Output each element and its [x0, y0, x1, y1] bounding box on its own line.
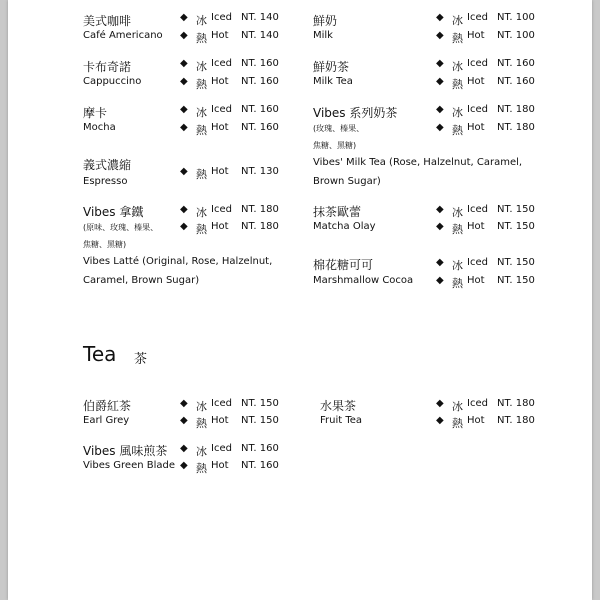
temp-zh: 熱	[452, 277, 463, 290]
item-flavor-note: 焦糖、黑糖)	[83, 240, 127, 249]
price: NT. 160	[497, 58, 535, 69]
item-name-en: Vibes Green Blade	[83, 460, 176, 471]
temp-en: Iced	[211, 204, 232, 215]
item-name-zh: 鮮奶	[313, 14, 338, 28]
price: NT. 160	[497, 76, 535, 87]
price: NT. 160	[241, 58, 279, 69]
diamond-bullet-icon: ◆	[180, 443, 188, 454]
item-name-zh: 卡布奇諾	[83, 60, 132, 74]
price: NT. 180	[241, 204, 279, 215]
temp-zh: 熱	[196, 32, 207, 45]
diamond-bullet-icon: ◆	[436, 104, 444, 115]
temp-zh: 冰	[452, 106, 463, 119]
temp-zh: 冰	[196, 206, 207, 219]
price: NT. 180	[241, 221, 279, 232]
diamond-bullet-icon: ◆	[436, 221, 444, 232]
diamond-bullet-icon: ◆	[436, 122, 444, 133]
item-description: Vibes Latté (Original, Rose, Halzelnut, Caramel, Brown Sugar)	[83, 256, 273, 286]
item-name-zh: Vibes 風味煎茶	[83, 444, 168, 458]
temp-en: Hot	[211, 166, 229, 177]
temp-zh: 冰	[196, 445, 207, 458]
diamond-bullet-icon: ◆	[180, 30, 188, 41]
item-name-en: Café Americano	[83, 30, 163, 41]
temp-en: Iced	[467, 257, 488, 268]
temp-en: Hot	[467, 122, 485, 133]
section-title-zh: 茶	[134, 352, 148, 367]
temp-zh: 冰	[452, 60, 463, 73]
item-name-zh: 水果茶	[320, 399, 357, 413]
diamond-bullet-icon: ◆	[436, 275, 444, 286]
item-name-zh: 摩卡	[83, 106, 108, 120]
item-name-zh: Vibes 拿鐵	[83, 205, 144, 219]
item-name-en: Milk	[313, 30, 333, 41]
temp-zh: 冰	[452, 14, 463, 27]
section-title: Tea	[83, 342, 117, 366]
item-name-zh: Vibes 系列奶茶	[313, 106, 398, 120]
price: NT. 150	[241, 415, 279, 426]
price: NT. 180	[497, 415, 535, 426]
temp-en: Iced	[211, 12, 232, 23]
item-name-en: Mocha	[83, 122, 116, 133]
item-name-zh: 鮮奶茶	[313, 60, 350, 74]
temp-en: Iced	[211, 104, 232, 115]
item-flavor-note: 焦糖、黑糖)	[313, 141, 357, 150]
price: NT. 180	[497, 398, 535, 409]
price: NT. 100	[497, 12, 535, 23]
temp-en: Iced	[467, 398, 488, 409]
item-name-en: Cappuccino	[83, 76, 142, 87]
price: NT. 130	[241, 166, 279, 177]
diamond-bullet-icon: ◆	[180, 221, 188, 232]
price: NT. 150	[497, 275, 535, 286]
item-name-zh: 義式濃縮	[83, 158, 132, 172]
temp-zh: 熱	[452, 223, 463, 236]
diamond-bullet-icon: ◆	[180, 12, 188, 23]
price: NT. 150	[241, 398, 279, 409]
price: NT. 150	[497, 221, 535, 232]
temp-en: Iced	[467, 104, 488, 115]
item-flavor-note: (原味、玫瑰、榛果、	[83, 223, 159, 232]
diamond-bullet-icon: ◆	[436, 30, 444, 41]
menu-page	[8, 0, 592, 600]
temp-zh: 熱	[452, 32, 463, 45]
price: NT. 160	[241, 76, 279, 87]
price: NT. 140	[241, 12, 279, 23]
temp-zh: 熱	[196, 223, 207, 236]
diamond-bullet-icon: ◆	[180, 58, 188, 69]
diamond-bullet-icon: ◆	[436, 12, 444, 23]
price: NT. 180	[497, 122, 535, 133]
diamond-bullet-icon: ◆	[180, 460, 188, 471]
price: NT. 180	[497, 104, 535, 115]
temp-zh: 冰	[452, 259, 463, 272]
temp-en: Hot	[467, 415, 485, 426]
temp-zh: 熱	[196, 78, 207, 91]
temp-zh: 熱	[452, 417, 463, 430]
temp-en: Hot	[211, 122, 229, 133]
item-name-en: Milk Tea	[313, 76, 353, 87]
diamond-bullet-icon: ◆	[180, 415, 188, 426]
price: NT. 160	[241, 443, 279, 454]
price: NT. 140	[241, 30, 279, 41]
price: NT. 150	[497, 204, 535, 215]
diamond-bullet-icon: ◆	[180, 166, 188, 177]
diamond-bullet-icon: ◆	[180, 398, 188, 409]
temp-en: Hot	[211, 460, 229, 471]
diamond-bullet-icon: ◆	[436, 76, 444, 87]
diamond-bullet-icon: ◆	[180, 76, 188, 87]
item-name-en: Matcha Olay	[313, 221, 376, 232]
temp-zh: 冰	[196, 14, 207, 27]
temp-zh: 熱	[452, 78, 463, 91]
price: NT. 160	[241, 104, 279, 115]
diamond-bullet-icon: ◆	[436, 204, 444, 215]
temp-zh: 熱	[196, 124, 207, 137]
temp-en: Hot	[211, 76, 229, 87]
temp-zh: 熱	[196, 168, 207, 181]
temp-zh: 冰	[452, 400, 463, 413]
temp-en: Hot	[467, 221, 485, 232]
diamond-bullet-icon: ◆	[436, 398, 444, 409]
temp-en: Iced	[211, 58, 232, 69]
diamond-bullet-icon: ◆	[180, 104, 188, 115]
item-name-en: Espresso	[83, 176, 128, 187]
diamond-bullet-icon: ◆	[436, 58, 444, 69]
price: NT. 150	[497, 257, 535, 268]
temp-zh: 熱	[196, 462, 207, 475]
price: NT. 160	[241, 122, 279, 133]
item-name-zh: 美式咖啡	[83, 14, 132, 28]
diamond-bullet-icon: ◆	[180, 204, 188, 215]
temp-en: Hot	[211, 415, 229, 426]
temp-en: Iced	[211, 398, 232, 409]
temp-en: Hot	[211, 30, 229, 41]
item-name-en: Earl Grey	[83, 415, 130, 426]
price: NT. 100	[497, 30, 535, 41]
price: NT. 160	[241, 460, 279, 471]
temp-en: Hot	[467, 30, 485, 41]
temp-zh: 熱	[196, 417, 207, 430]
item-name-zh: 伯爵紅茶	[83, 399, 132, 413]
item-description: Vibes' Milk Tea (Rose, Halzelnut, Caramel, Brown Sugar)	[313, 157, 523, 187]
item-name-en: Marshmallow Cocoa	[313, 275, 414, 286]
diamond-bullet-icon: ◆	[180, 122, 188, 133]
temp-en: Hot	[211, 221, 229, 232]
item-name-zh: 抹茶歐蕾	[313, 205, 362, 219]
temp-en: Iced	[467, 58, 488, 69]
temp-en: Hot	[467, 275, 485, 286]
temp-zh: 冰	[452, 206, 463, 219]
item-name-zh: 棉花糖可可	[313, 258, 374, 272]
diamond-bullet-icon: ◆	[436, 415, 444, 426]
temp-zh: 熱	[452, 124, 463, 137]
diamond-bullet-icon: ◆	[436, 257, 444, 268]
item-name-en: Fruit Tea	[320, 415, 363, 426]
temp-en: Iced	[467, 204, 488, 215]
temp-en: Hot	[467, 76, 485, 87]
temp-en: Iced	[211, 443, 232, 454]
temp-en: Iced	[467, 12, 488, 23]
temp-zh: 冰	[196, 106, 207, 119]
temp-zh: 冰	[196, 400, 207, 413]
temp-zh: 冰	[196, 60, 207, 73]
item-flavor-note: (玫瑰、榛果、	[313, 124, 365, 133]
